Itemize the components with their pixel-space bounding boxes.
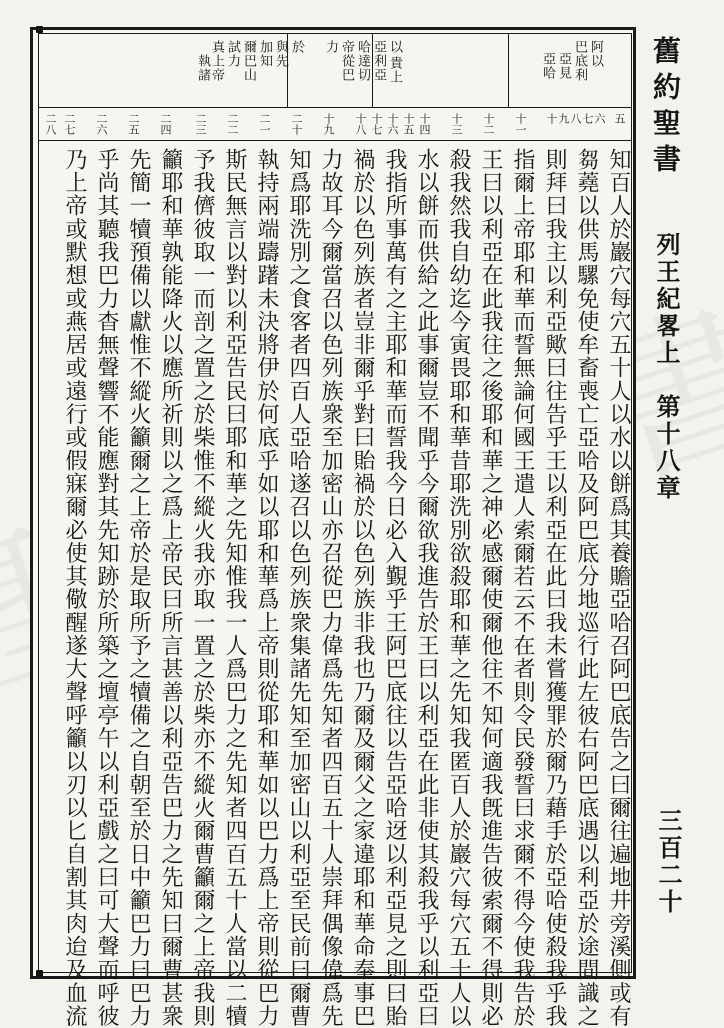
verse-number: 二八 [44, 113, 57, 135]
text-column: 斯民無言以對以利亞告民曰耶和華之先知惟我一人爲巴力之先知者四百五十人當以二犢 [222, 148, 247, 1028]
verse-number: 二四 [159, 113, 172, 135]
verse-number: 二五 [127, 113, 140, 135]
gloss-column: 阿以 [588, 40, 603, 68]
book-title: 舊約聖書 [649, 36, 682, 180]
text-column: 予我儕彼取一而剖之置之於柴惟不縱火我亦取一置之於柴亦不縱火爾曹籲爾之上帝我則 [190, 148, 215, 1028]
verse-number: 十 [545, 113, 558, 124]
text-column: 知百人於巖穴每穴五十人以水以餅爲其養贍亞哈召阿巴底告之曰爾往遍地井旁溪側或有 [606, 148, 631, 1028]
text-column: 王曰以利亞在此我往之後耶和華之神必感爾使爾他往不知何適我旣進告彼索爾不得則必 [478, 148, 503, 1028]
text-column: 執持兩端躊躇未決將伊於何底乎如以耶和華爲上帝則從耶和華如以巴力爲上帝則從巴力 [254, 148, 279, 1028]
gloss-column: 哈達切 [355, 40, 370, 82]
page-number: 三百二十 [654, 808, 683, 916]
text-column: 水以餅而供給之此事爾豈不聞乎今爾欲我進告於王曰以利亞在此非使其殺我乎以利亞曰 [414, 148, 439, 1028]
gloss-column: 亞哈 [540, 52, 555, 80]
verse-number: 二六 [95, 113, 108, 135]
text-column: 知爲耶洗別之食客者四百人亞哈遂召以色列族衆集諸先知至加密山以利亞至民前曰爾曹 [286, 148, 311, 1028]
verse-number: 二三 [194, 113, 207, 135]
text-column: 指爾上帝耶和華而誓無論何國王遣人索爾若云不在者則令民發誓曰求爾不得今使我告於 [510, 148, 535, 1028]
gloss-column: 以 [387, 40, 402, 54]
text-column: 殺我然我自幼迄今寅畏耶和華昔耶洗別欲殺耶和華之先知我匿百人於巖穴每穴五十人以 [446, 148, 471, 1028]
gloss-column: 爾巴山 [241, 40, 256, 82]
gloss-column: 帝從巴 [339, 40, 354, 82]
text-column: 禍於以色列族者豈非爾乎對曰貽禍於以色列族非我也乃爾及爾父之家違耶和華命奉事巴 [350, 148, 375, 1028]
verse-number: 五 [613, 113, 626, 124]
gloss-column: 亞利亞 [371, 40, 386, 82]
verse-number: 十四 [418, 113, 431, 135]
text-column: 我指所事萬有之主耶和華而誓我今日必入覲乎王阿巴底往以告亞哈迓以利亞見之則曰貽 [382, 148, 407, 1028]
text-column: 乎尚其聽我巴力杳無聲響不能應對其先知跡於所築之壇亭午以利亞戲之曰可大聲而呼彼 [94, 148, 119, 1028]
text-column: 力故耳今爾當召以色列族衆至加密山亦召從巴力偉爲先知者四百五十人崇拜偶像偉爲先 [318, 148, 343, 1028]
verse-number: 二一 [258, 113, 271, 135]
verse-number: 二二 [226, 113, 239, 135]
verse-number-bottom-rule [38, 140, 632, 141]
gloss-column: 與先 [273, 40, 288, 68]
text-column: 則拜曰我主以利亞歟曰往告乎王以利亞在此曰我未嘗獲罪於爾乃藉手於亞哈使殺我乎我 [542, 148, 567, 1028]
verse-number: 十八 [354, 113, 367, 135]
verse-number: 九 [557, 113, 570, 124]
text-column: 乃上帝或默想或燕居或遠行或假寐爾必使其儆醒遂大聲呼籲以刃以匕自割其肉迨及血流 [62, 148, 87, 1028]
ink-blot [36, 970, 43, 977]
verse-number: 十六 [386, 113, 399, 135]
verse-number: 六 [593, 113, 606, 124]
chapter-title: 列王紀畧上 第十八章 [652, 232, 681, 502]
gloss-bottom-rule [38, 107, 632, 108]
verse-number: 二十 [290, 113, 303, 135]
gloss-column: 亞見 [556, 52, 571, 80]
gloss-column: 試力 [225, 40, 240, 68]
verse-number: 十二 [482, 113, 495, 135]
gloss-column: 加知 [257, 40, 272, 68]
text-column: 先簡一犢預備以獻惟不縱火籲爾之上帝於是取所予之犢備之自朝至於日中籲巴力曰巴力 [126, 148, 151, 1028]
verse-number: 七 [581, 113, 594, 124]
text-column: 芻蕘以供馬騾免使牟畜喪亡亞哈及阿巴底分地巡行此左彼右阿巴底遇以利亞於途間識之 [574, 148, 599, 1028]
verse-number: 八 [569, 113, 582, 124]
gloss-column: 真上帝 [209, 40, 224, 82]
gloss-column: 執諸 [195, 54, 210, 82]
verse-number: 二七 [63, 113, 76, 135]
verse-number: 十三 [450, 113, 463, 135]
gloss-column: 力 [323, 40, 338, 54]
ink-blot [36, 26, 43, 33]
gloss-column: 貴上 [387, 56, 402, 84]
gloss-column: 於 [289, 40, 304, 54]
gloss-column: 巴底利 [572, 40, 587, 82]
verse-number: 十一 [514, 113, 527, 135]
text-column: 籲耶和華孰能降火以應所祈則以之爲上帝民曰所言甚善以利亞告巴力之先知曰爾曹甚衆 [158, 148, 183, 1028]
gloss-divider [508, 33, 509, 107]
verse-number: 十九 [322, 113, 335, 135]
verse-number: 十七 [370, 113, 383, 135]
verse-number: 十五 [402, 113, 415, 135]
